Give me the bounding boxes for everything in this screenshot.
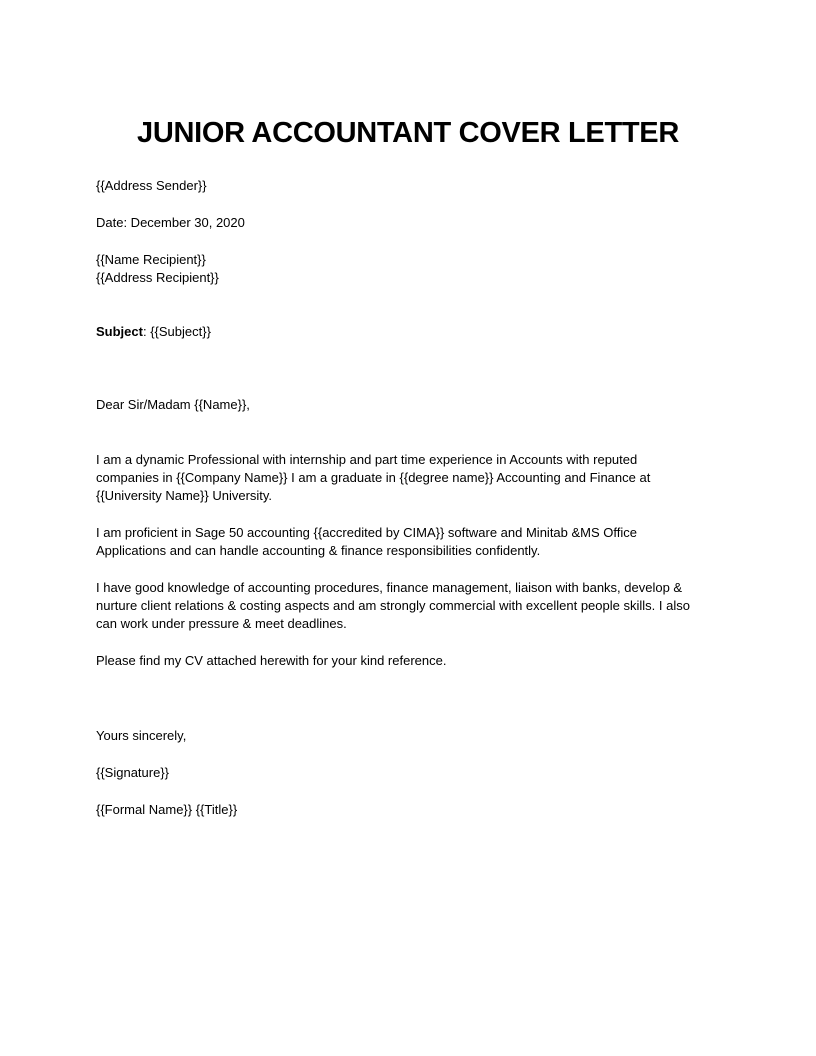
paragraph-line: nurture client relations & costing aspects and am strongly commercial with excellent people skills. I also [96,598,690,613]
paragraph-line: I am a dynamic Professional with internship and part time experience in Accounts with reputed [96,452,638,467]
body-paragraph-4 [96,652,726,670]
recipient-address: {{Address Recipient}} [96,270,219,285]
body-paragraph-3 [96,579,726,633]
signature-placeholder: {{Signature}} [96,765,170,780]
sender-address: {{Address Sender}} [96,178,207,193]
paragraph-line: companies in {{Company Name}} I am a graduate in {{degree name}} Accounting and Finance at [96,470,651,485]
subject-value: : {{Subject}} [142,324,211,339]
letter-date: Date: December 30, 2020 [96,215,245,230]
salutation: Dear Sir/Madam {{Name}}, [96,397,250,412]
paragraph-line: {{University Name}} University. [96,488,273,503]
formal-name: {{Formal Name}} {{Title}} [96,802,238,817]
document-title: JUNIOR ACCOUNTANT COVER LETTER [136,117,679,149]
subject-line [96,323,726,341]
subject-label: Subject [96,324,143,339]
recipient-name: {{Name Recipient}} [96,252,206,267]
paragraph-line: Applications and can handle accounting & finance responsibilities confidently. [96,543,541,558]
paragraph-line: Please find my CV attached herewith for your kind reference. [96,653,447,668]
body-paragraph-2 [96,524,726,560]
closing: Yours sincerely, [96,728,187,743]
paragraph-line: I have good knowledge of accounting procedures, finance management, liaison with banks, develop & [96,580,683,595]
body-paragraph-1 [96,451,726,505]
paragraph-line: can work under pressure & meet deadlines. [96,616,347,631]
paragraph-line: I am proficient in Sage 50 accounting {{accredited by CIMA}} software and Minitab &MS Office [96,525,637,540]
